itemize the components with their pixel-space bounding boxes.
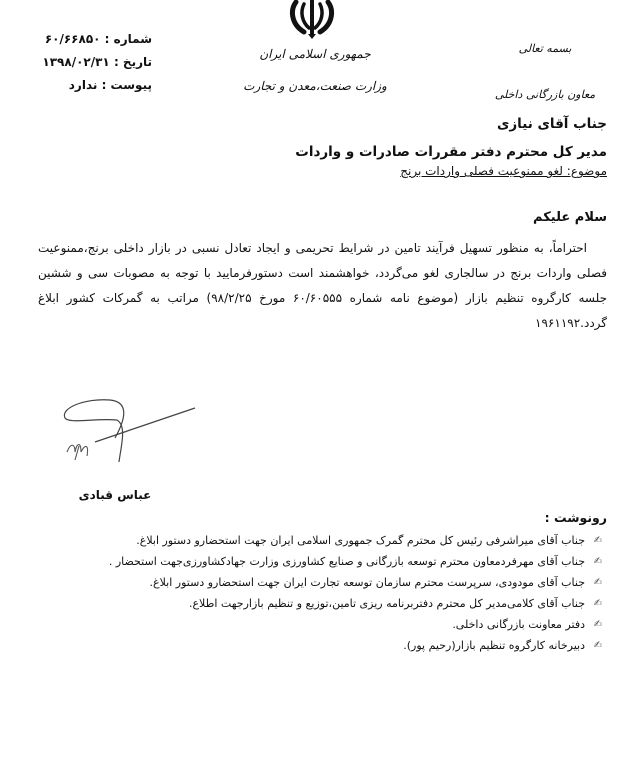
letter-greeting: سلام علیکم — [533, 210, 607, 225]
cc-item — [38, 614, 607, 635]
letter-body — [38, 236, 607, 336]
cc-title: رونوشت : — [544, 510, 607, 525]
pen-hand-icon: ✍ — [593, 556, 603, 567]
cc-item-text: جناب آقای میراشرفی رئیس کل محترم گمرک جمهوری اسلامی ایران جهت استحضارو دستور ابلاغ. — [136, 534, 585, 547]
number-value: ۶۰/۶۶۸۵۰ — [44, 32, 101, 46]
cc-item — [38, 593, 607, 614]
letter-subject: موضوع: لغو ممنوعیت فصلی واردات برنج — [400, 164, 607, 178]
pen-hand-icon: ✍ — [593, 640, 603, 651]
date-value: ۱۳۹۸/۰۲/۳۱ — [42, 55, 110, 69]
handwritten-signature — [55, 390, 205, 470]
cc-item-text: جناب آقای کلامی‌مدیر کل محترم دفتربرنامه ریزی تامین،توزیع و تنظیم بازارجهت اطلاع. — [189, 597, 585, 610]
cc-item — [38, 635, 607, 656]
cc-list — [38, 530, 607, 656]
attachment-label: پیوست : — [101, 78, 152, 92]
pen-hand-icon: ✍ — [593, 577, 603, 588]
letter-meta — [12, 28, 152, 97]
date-label: تاریخ : — [113, 55, 152, 69]
office-name: معاون بازرگانی داخلی — [494, 88, 596, 101]
recipient-title: مدیر کل محترم دفتر مقررات صادرات و واردات — [295, 144, 607, 160]
cc-item-text: دفتر معاونت بازرگانی داخلی. — [452, 618, 585, 631]
letter-number — [12, 28, 152, 51]
number-label: شماره : — [104, 32, 152, 46]
ministry-header — [235, 38, 395, 102]
body-paragraph: احتراماً، به منظور تسهیل فرآیند تامین در شرایط تحریمی و ایجاد تعادل نسبی در بازار داخلی برنج،ممنوعیت فصلی واردات برنج در سالجاری لغو می‌گردد، خواهشمند است دستورفرمایید با توجه به مصوبات سی و ششین جلسه کارگروه تنظیم بازار (موضوع نامه شماره ۶۰/۶۰۵۵۵ مورخ ۹۸/۲/۲۵) مراتب به گمرکات کشور ابلاغ گردد.۱۹۶۱۱۹۲ — [38, 241, 608, 330]
signer-name: عباس قبادی — [78, 488, 152, 502]
attachment-value: ندارد — [68, 78, 98, 92]
cc-item — [38, 551, 607, 572]
pen-hand-icon: ✍ — [593, 619, 603, 630]
invocation: بسمه تعالی — [518, 42, 572, 55]
cc-item-text: جناب آقای مهرفردمعاون محترم توسعه بازرگانی و صنایع کشاورزی وزارت جهادکشاورزی‌جهت استحضار . — [108, 555, 585, 568]
country-name: جمهوری اسلامی ایران — [259, 47, 371, 61]
letter-attachment — [12, 74, 152, 97]
recipient-block — [187, 110, 607, 166]
recipient-name: جناب آقای نیازی — [497, 116, 607, 132]
cc-item — [38, 530, 607, 551]
iran-emblem-icon — [282, 0, 342, 40]
ministry-name: وزارت صنعت،معدن و تجارت — [243, 79, 387, 93]
cc-item-text: دبیرخانه کارگروه تنظیم بازار(رحیم پور). — [403, 639, 585, 652]
pen-hand-icon: ✍ — [593, 535, 603, 546]
office-header — [470, 26, 620, 118]
cc-item-text: جناب آقای مودودی، سرپرست محترم سازمان توسعه تجارت ایران جهت استحضارو دستور ابلاغ. — [149, 576, 585, 589]
pen-hand-icon: ✍ — [593, 598, 603, 609]
cc-item — [38, 572, 607, 593]
letter-date — [12, 51, 152, 74]
